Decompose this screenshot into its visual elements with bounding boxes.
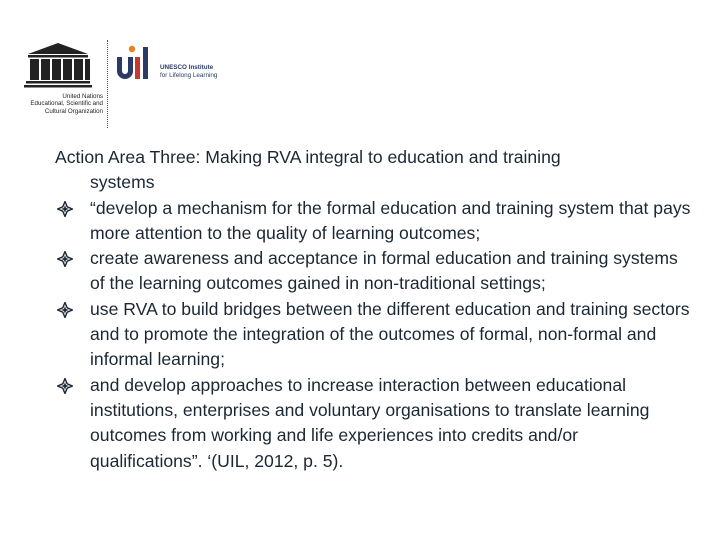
diamond-bullet-icon [57, 302, 73, 318]
logo-header [0, 0, 260, 135]
list-item [55, 246, 695, 297]
bullet-text: use RVA to build bridges between the different education and training sectors and to promote the integration of the outcomes of formal, non-formal and informal learning; [90, 298, 690, 370]
uil-logo [115, 43, 155, 83]
unesco-caption-line: Educational, Scientific and [30, 100, 103, 108]
list-item [55, 196, 695, 247]
uil-name-line: for Lifelong Learning [160, 72, 218, 79]
slide-body [55, 145, 695, 474]
bullet-list [55, 196, 695, 474]
list-item [55, 297, 695, 373]
list-item [55, 373, 695, 474]
diamond-bullet-icon [57, 201, 73, 217]
heading-line: Action Area Three: Making RVA integral to education and training [55, 147, 561, 167]
heading-line: systems [90, 172, 155, 193]
unesco-caption-line: United Nations [62, 93, 103, 100]
uil-name-line: UNESCO Institute [160, 64, 214, 71]
bullet-text: “develop a mechanism for the formal education and training system that pays more attention to the quality of learning outcomes; [90, 197, 691, 243]
slide-heading [55, 145, 695, 196]
unesco-temple-logo [22, 42, 94, 88]
bullet-text: create awareness and acceptance in formal education and training systems of the learning outcomes gained in non-traditional settings; [90, 248, 678, 294]
uil-name [160, 64, 217, 80]
bullet-text: and develop approaches to increase interaction between educational institutions, enterprises and voluntary organisations to translate learning outcomes from working and life experiences into credits and/or qualifications”. ‘(UIL, 2012, p. 5). [90, 374, 650, 471]
unesco-caption-line: Cultural Organization [44, 107, 103, 115]
diamond-bullet-icon [57, 378, 73, 394]
logo-divider [107, 40, 108, 128]
unesco-caption [8, 93, 103, 115]
diamond-bullet-icon [57, 251, 73, 267]
